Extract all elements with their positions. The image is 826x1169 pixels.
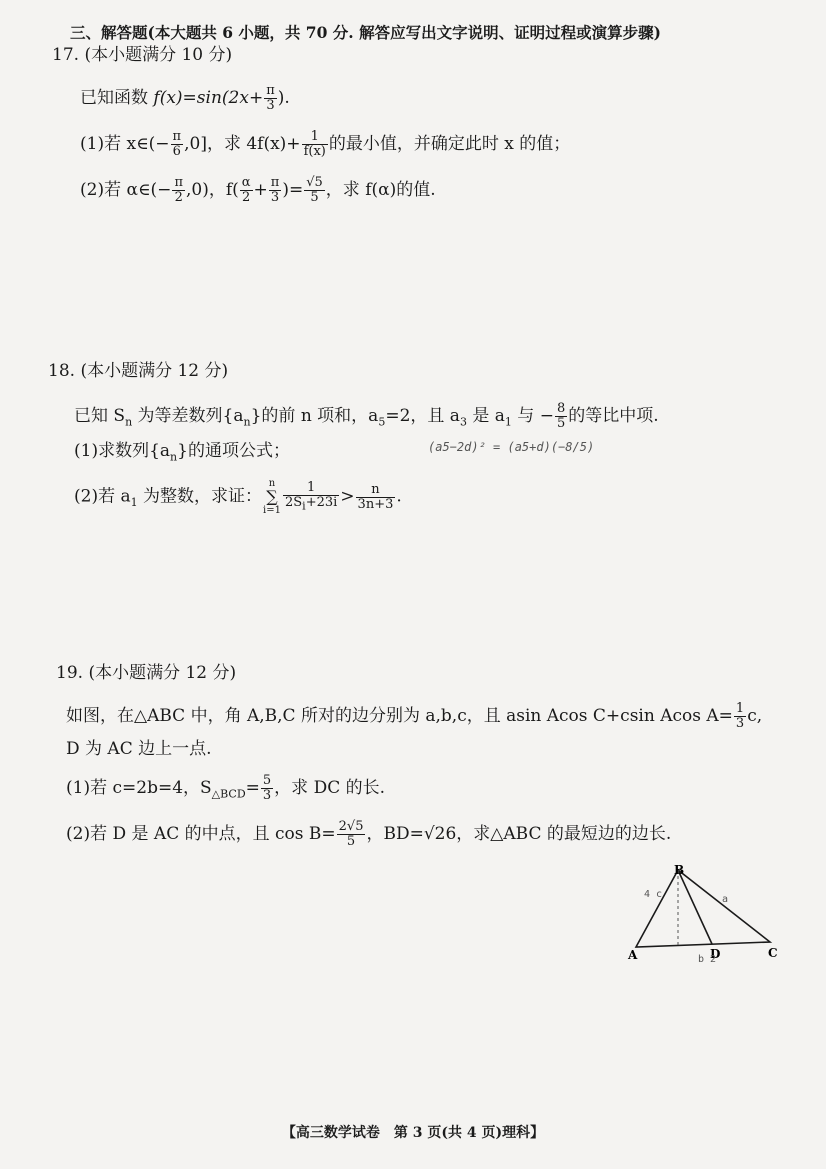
q19-part1: (1)若 c=2b=4，$S_{\triangle BCD}=$ $\frac{5}{3}$ ，求 DC 的长. xyxy=(66,773,386,803)
triangle-abc xyxy=(636,870,770,947)
q19-part2: (2)若 D 是 AC 的中点，且 cos B= $\frac{2√5}{5}$ ，BD=√26，求△ABC 的最短边的边长. xyxy=(66,819,672,849)
hand-label-b: b 2 xyxy=(698,954,717,965)
hand-label-a: a xyxy=(722,894,729,905)
label-a: A xyxy=(628,948,638,962)
q17-part2: (2)若 α∈(− $\frac{\pi}{2}$ ,0)，f( $\frac{\alpha}{2}$ + $\frac{\pi}{3}$ )= $\frac{√5}{5}$ ，求 f(α)的值. xyxy=(80,175,436,205)
q17-header: 17. (本小题满分 10 分) xyxy=(52,45,233,65)
q18-part2: (2)若 $a_1$ 为整数，求证： n ∑ i=1 $\frac{1}{2S_i+23i}$ > $\frac{n}{3n+3}$ . xyxy=(74,478,402,516)
q19-header: 19. (本小题满分 12 分) xyxy=(56,663,237,683)
q18-handwriting: (a5−2d)² = (a5+d)(−8/5) xyxy=(428,440,595,454)
triangle-figure xyxy=(626,862,796,972)
label-b: B xyxy=(674,863,685,877)
q17-part1: (1)若 x∈(− $\frac{\pi}{6}$ ,0]，求 4f(x)+ $\frac{1}{f(x)}$ 的最小值，并确定此时 x 的值； xyxy=(80,129,571,159)
hand-label-c: 4 c xyxy=(644,889,663,900)
segment-bd xyxy=(678,870,712,944)
q17-intro: 已知函数 f(x)=sin(2x+ $\frac{\pi}{3}$ ). xyxy=(80,83,290,113)
q19-intro2: D 为 AC 边上一点. xyxy=(66,739,212,759)
q18-header: 18. (本小题满分 12 分) xyxy=(48,361,229,381)
q18-intro: 已知 $S_n$ 为等差数列$\{a_n\}$的前 n 项和，$a_5=2$，且 $a_3$ 是 $a_1$ 与 − $\frac{8}{5}$ 的等比中项. xyxy=(74,401,659,431)
q18-part1: (1)求数列$\{a_n\}$的通项公式； xyxy=(74,441,290,464)
page-footer: 【高三数学试卷 第 3 页(共 4 页)理科】 xyxy=(281,1125,545,1141)
q19-intro: 如图，在△ABC 中，角 A,B,C 所对的边分别为 a,b,c，且 asin Acos C+csin Acos A= $\frac{1}{3}$ c, xyxy=(66,701,763,731)
label-d: D xyxy=(710,947,721,961)
label-c: C xyxy=(768,946,778,960)
section-title: 三、解答题(本大题共 6 小题，共 70 分. 解答应写出文字说明、证明过程或演算步骤) xyxy=(70,23,661,42)
